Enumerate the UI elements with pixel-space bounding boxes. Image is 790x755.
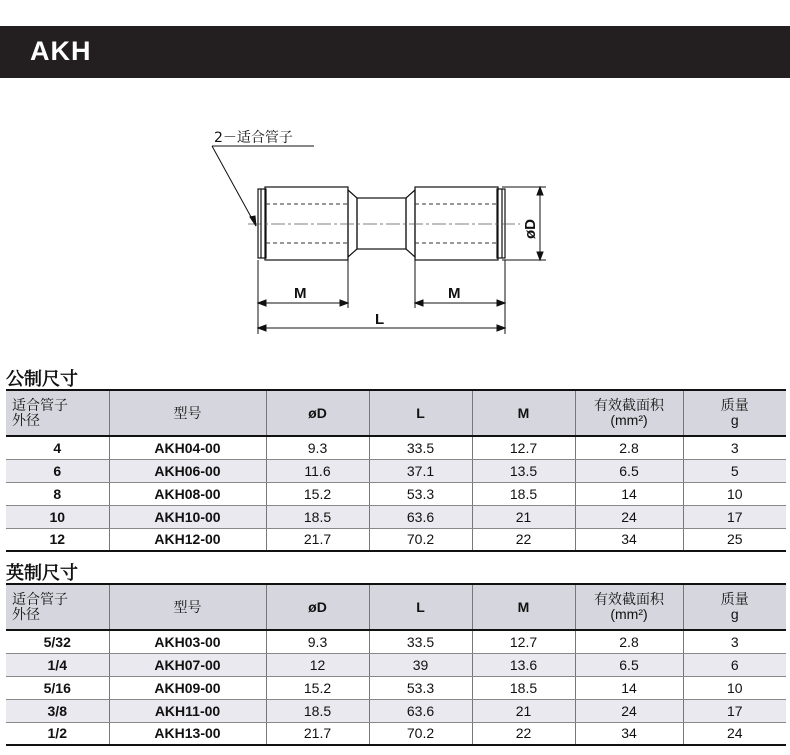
col-model: 型号	[109, 390, 266, 436]
table-row: 4 AKH04-00 9.3 33.5 12.7 2.8 3	[6, 436, 786, 459]
page-title: AKH	[30, 36, 92, 66]
callout-label: 2－适合管子	[214, 130, 293, 146]
l-label: L	[375, 311, 385, 328]
col-m: M	[472, 584, 575, 630]
inch-section-title: 英制尺寸	[6, 563, 78, 584]
inch-table	[6, 583, 786, 746]
col-model: 型号	[109, 584, 266, 630]
title-bar	[0, 26, 790, 78]
table-row: 5/16 AKH09-00 15.2 53.3 18.5 14 10	[6, 676, 786, 699]
col-effective-area: 有效截面积 (mm²)	[575, 584, 683, 630]
left-sleeve	[265, 187, 348, 260]
col-tube-od: 适合管子 外径	[6, 390, 109, 436]
metric-table	[6, 389, 786, 552]
table-row: 10 AKH10-00 18.5 63.6 21 24 17	[6, 505, 786, 528]
center-tube	[357, 198, 406, 249]
table-row: 8 AKH08-00 15.2 53.3 18.5 14 10	[6, 482, 786, 505]
m-left-label: M	[294, 285, 307, 302]
col-mass: 质量 g	[683, 584, 786, 630]
left-neck	[348, 190, 357, 257]
table-row: 5/32 AKH03-00 9.3 33.5 12.7 2.8 3	[6, 630, 786, 653]
col-effective-area: 有效截面积 (mm²)	[575, 390, 683, 436]
table-row: 3/8 AKH11-00 18.5 63.6 21 24 17	[6, 699, 786, 722]
col-l: L	[369, 390, 472, 436]
metric-section-title: 公制尺寸	[6, 369, 78, 390]
col-m: M	[472, 390, 575, 436]
fitting-diagram	[0, 120, 790, 340]
table-header-row	[6, 390, 786, 436]
table-row: 1/2 AKH13-00 21.7 70.2 22 34 24	[6, 722, 786, 745]
col-mass: 质量 g	[683, 390, 786, 436]
col-od: øD	[266, 584, 369, 630]
table-row: 12 AKH12-00 21.7 70.2 22 34 25	[6, 528, 786, 551]
od-dimension-label: øD	[522, 219, 539, 239]
m-right-label: M	[448, 285, 461, 302]
col-l: L	[369, 584, 472, 630]
right-sleeve	[415, 187, 498, 260]
right-neck	[406, 190, 415, 257]
table-row: 1/4 AKH07-00 12 39 13.6 6.5 6	[6, 653, 786, 676]
table-row: 6 AKH06-00 11.6 37.1 13.5 6.5 5	[6, 459, 786, 482]
col-od: øD	[266, 390, 369, 436]
table-header-row	[6, 584, 786, 630]
col-tube-od: 适合管子 外径	[6, 584, 109, 630]
